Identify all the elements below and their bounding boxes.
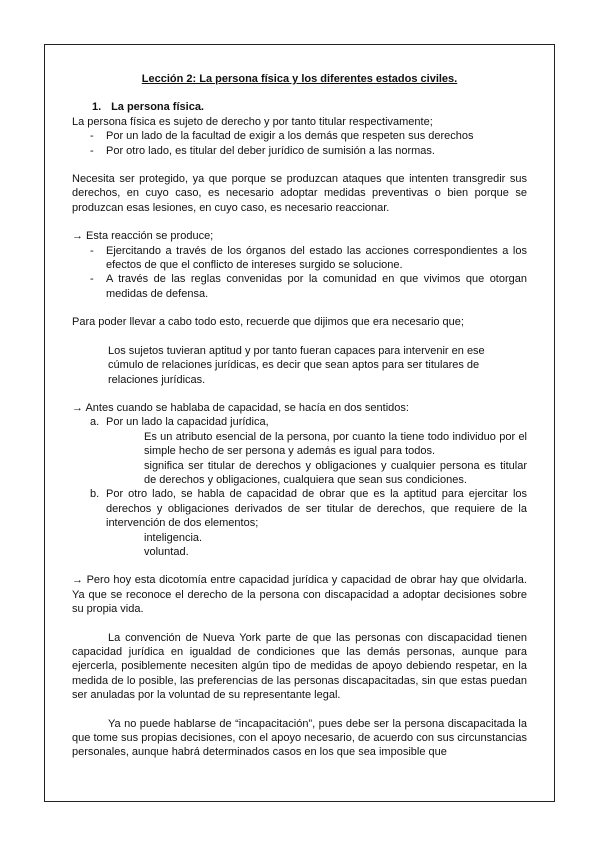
- section-number: 1.: [92, 101, 102, 114]
- dash-bullet: -: [90, 144, 94, 157]
- document-title: Lección 2: La persona física y los diferentes estados civiles.: [141, 73, 458, 85]
- paragraph-convention: La convención de Nueva York parte de que las personas con discapacidad tienen capacidad jurídica en igualdad de condiciones que las demás personas, aunque para ejercerla, posiblemente necesiten algún tipo de medidas de apoyo debiendo respetar, en la medida de lo posible, las preferencias de las personas discapacitadas, sin que estas puedan ser anuladas por la voluntad de su representante legal.: [72, 631, 527, 702]
- capacity-list: [72, 415, 527, 429]
- paragraph-dichotomy: → Pero hoy esta dicotomía entre capacidad jurídica y capacidad de obrar hay que olvidarla. Ya que se reconoce el derecho de la persona con discapacidad a adoptar decisiones sobre su propia vida.: [72, 574, 527, 616]
- list-item: b. Por otro lado, se habla de capacidad de obrar que es la aptitud para ejercitar los derechos y obligaciones derivados de ser titular de derechos, que requiere de la intervención de dos elementos;: [90, 488, 527, 530]
- reaction-list: [72, 244, 527, 302]
- paragraph-recall: Para poder llevar a cabo todo esto, recuerde que dijimos que era necesario que;: [72, 316, 464, 329]
- dash-bullet: -: [90, 244, 94, 257]
- dash-bullet: -: [90, 130, 94, 143]
- capacity-definition-1: Es un atributo esencial de la persona, por cuanto la tiene todo individuo por el simple hecho de ser persona y además es igual para todos.: [144, 430, 527, 458]
- capacity-list-b: [72, 487, 527, 530]
- paragraph-incapacity: Ya no puede hablarse de “incapacitación”, pues debe ser la persona discapacitada la que tome sus propias decisiones, con el apoyo necesario, de acuerdo con sus circunstancias personales, aunque habrá determinados casos en los que sea imposible que: [72, 717, 527, 759]
- quote-block: Los sujetos tuvieran aptitud y por tanto fueran capaces para intervenir en ese cúmulo de relaciones jurídicas, es decir que sean aptos para ser titulares de relaciones jurídicas.: [108, 344, 485, 386]
- dash-bullet: -: [90, 273, 94, 286]
- capacity-intro: → Antes cuando se hablaba de capacidad, se hacía en dos sentidos:: [72, 401, 409, 414]
- document-body: [72, 72, 527, 760]
- list-item: a. Por un lado la capacidad jurídica,: [90, 416, 269, 429]
- capacity-definition-2: significa ser titular de derechos y obligaciones y cualquier persona es titular de derechos y obligaciones, cualquiera que sean sus condiciones.: [144, 459, 527, 486]
- reaction-intro: → Esta reacción se produce;: [72, 230, 214, 243]
- paragraph-protection: Necesita ser protegido, ya que porque se produzcan ataques que intenten transgredir sus derechos, en cuyo caso, es necesario adoptar medidas preventivas o bien porque se produzcan esas lesiones, en cuyo caso, es necesario reaccionar.: [72, 173, 527, 214]
- list-item: - Por otro lado, es titular del deber jurídico de sumisión a las normas.: [90, 144, 435, 157]
- section-intro: La persona física es sujeto de derecho y por tanto titular respectivamente;: [72, 115, 433, 128]
- element-item: voluntad.: [144, 545, 189, 558]
- list-item: - Por un lado de la facultad de exigir a los demás que respeten sus derechos: [90, 130, 474, 143]
- list-item: - Ejercitando a través de los órganos del estado las acciones correspondientes a los efectos de que el conflicto de intereses surgido se solucione.: [90, 244, 527, 272]
- section-heading: [72, 100, 527, 114]
- section-item-list: [72, 129, 527, 158]
- section-heading-text: La persona física.: [111, 101, 204, 114]
- element-item: inteligencia.: [144, 531, 203, 544]
- list-item: - A través de las reglas convenidas por la comunidad en que vivimos que otorgan medidas de defensa.: [90, 273, 527, 300]
